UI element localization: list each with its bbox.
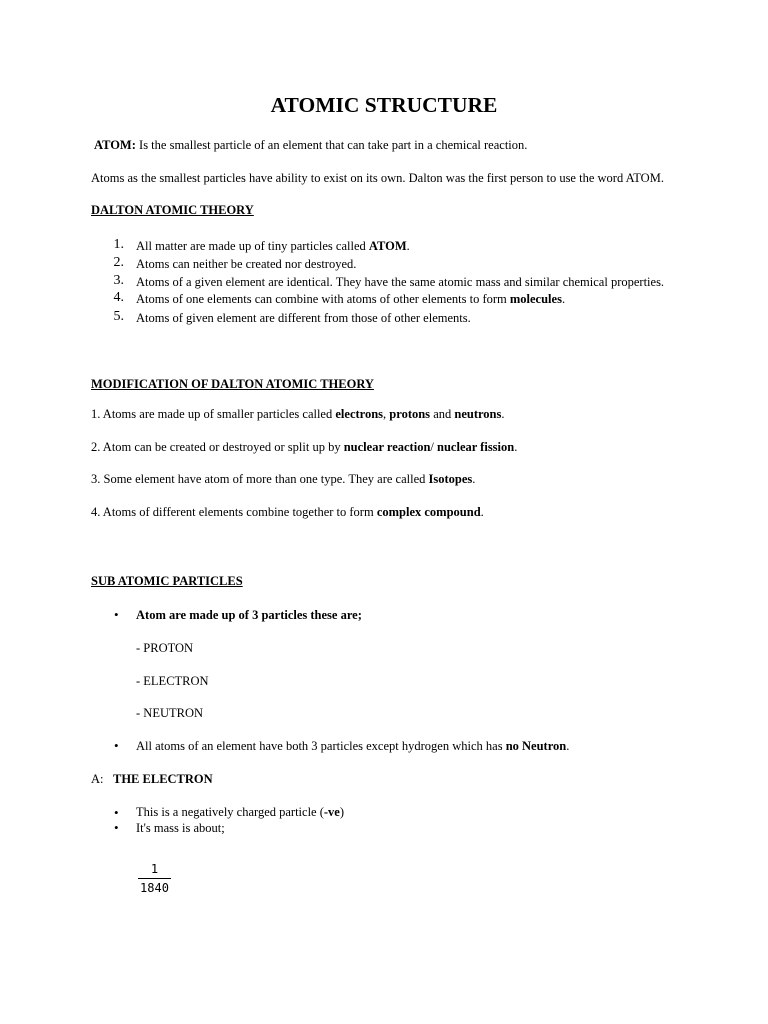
page-title: ATOMIC STRUCTURE [270, 93, 498, 117]
modification-point-4: 4. Atoms of different elements combine together to form complex compound. [91, 505, 484, 519]
list-number: 5. [113, 309, 124, 324]
list-text: Atoms of a given element are identical. They have the same atomic mass and similar chemical properties. [136, 275, 665, 289]
modification-point-3: 3. Some element have atom of more than one type. They are called Isotopes. [91, 472, 476, 486]
list-text: Atoms of given element are different from those of other elements. [136, 311, 471, 325]
particle-item: - NEUTRON [136, 706, 204, 720]
bullet-icon: • [114, 607, 119, 622]
subatomic-heading: SUB ATOMIC PARTICLES [91, 574, 243, 588]
atom-definition [94, 138, 527, 153]
fraction-numerator: 1 [150, 862, 159, 876]
atom-term: ATOM: [94, 138, 136, 152]
list-number: 2. [113, 255, 124, 270]
subatomic-bullet-2: All atoms of an element have both 3 particles except hydrogen which has no Neutron. [136, 739, 570, 753]
list-number: 1. [113, 237, 124, 252]
subatomic-bullet-1: Atom are made up of 3 particles these are; [136, 608, 362, 622]
atom-definition-text: Is the smallest particle of an element that can take part in a chemical reaction. [135, 138, 528, 152]
electron-bullet-1: This is a negatively charged particle (-ve) [136, 805, 345, 819]
list-text: Atoms can neither be created nor destroyed. [136, 257, 357, 271]
particle-item: - ELECTRON [136, 674, 209, 688]
mass-fraction [138, 862, 171, 895]
list-text: Atoms of one elements can combine with atoms of other elements to form molecules. [136, 292, 566, 306]
electron-section-label: A: [91, 772, 104, 786]
modification-point-2: 2. Atom can be created or destroyed or split up by nuclear reaction/ nuclear fission. [91, 440, 518, 454]
particle-item: - PROTON [136, 641, 194, 655]
intro-paragraph: Atoms as the smallest particles have ability to exist on its own. Dalton was the first person to use the word ATOM. [91, 171, 664, 185]
electron-bullet-2: It's mass is about; [136, 821, 225, 835]
modification-point-1: 1. Atoms are made up of smaller particles called electrons, protons and neutrons. [91, 407, 505, 421]
bullet-icon: • [114, 820, 119, 835]
dalton-heading: DALTON ATOMIC THEORY [91, 203, 254, 217]
bullet-icon: • [114, 738, 119, 753]
electron-heading: THE ELECTRON [113, 772, 213, 786]
list-text: All matter are made up of tiny particles called ATOM. [136, 239, 410, 253]
fraction-denominator: 1840 [140, 881, 169, 895]
bullet-icon: • [114, 805, 119, 820]
fraction-bar [138, 878, 171, 879]
modification-heading: MODIFICATION OF DALTON ATOMIC THEORY [91, 377, 374, 391]
list-number: 3. [113, 273, 124, 288]
list-number: 4. [113, 290, 124, 305]
